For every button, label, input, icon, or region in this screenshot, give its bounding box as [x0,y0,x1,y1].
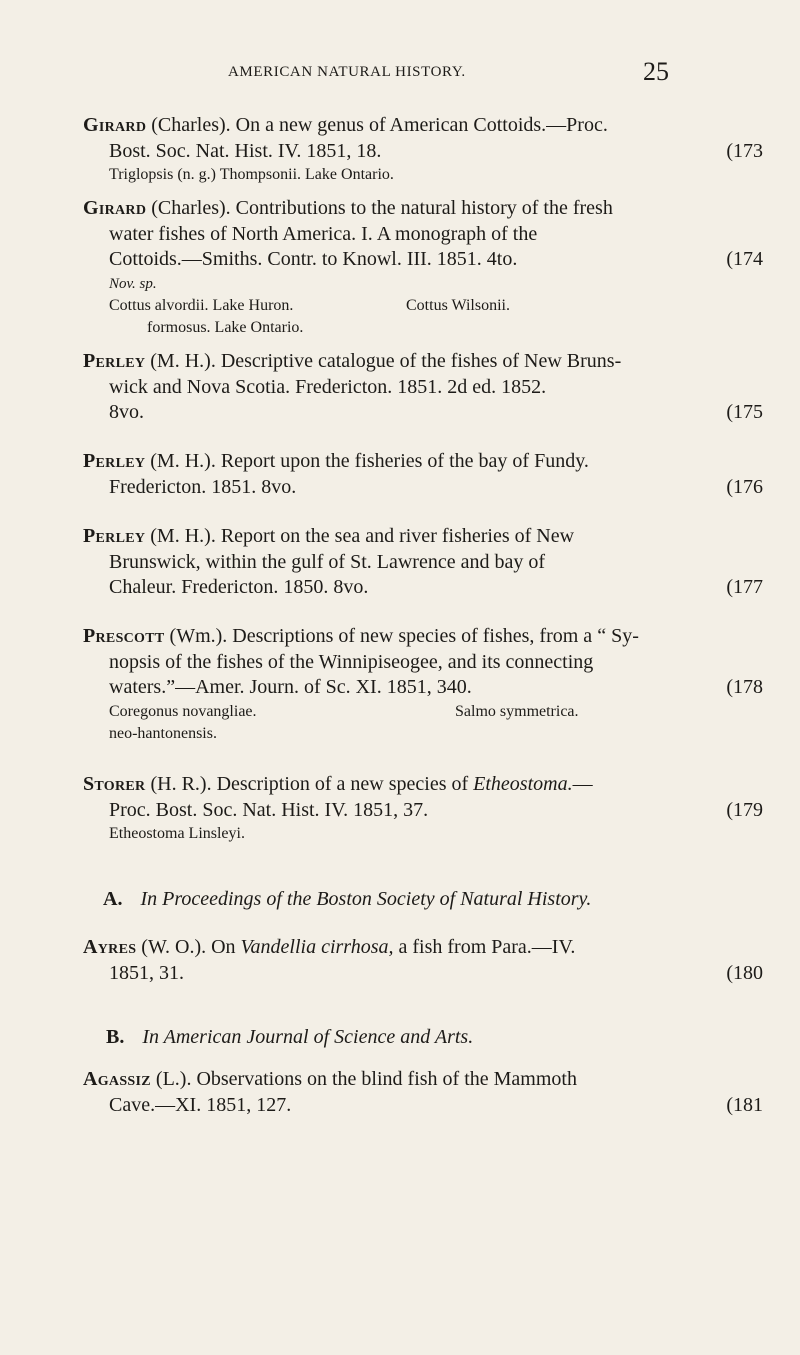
entry-citation: Chaleur. Fredericton. 1850. 8vo. [109,576,369,598]
entry-title: (M. H.). Report upon the fisheries of the bay of Fundy. [145,450,589,472]
entry-citation: Bost. Soc. Nat. Hist. IV. 1851, 18. [109,139,382,162]
entry-citation: 8vo. [109,401,144,423]
entry-author: Perley [83,450,146,472]
entry-author: Storer [83,773,146,795]
bibliography-entry-177: Perley (M. H.). Report on the sea and river fisheries of New Brunswick, within the gulf of St. Lawrence and bay of Chaleur. Fredericton. 1850. 8vo. (177 [83,524,763,601]
entry-author: Perley [83,350,146,372]
bibliography-entry-173 [83,113,763,186]
entry-title: (L.). Observations on the blind fish of the Mammoth [150,1068,577,1090]
entry-title: (Charles). On a new genus of American Cottoids.—Proc. [146,114,608,136]
entry-title: (M. H.). Report on the sea and river fisheries of New [145,525,575,547]
entry-citation: waters.”—Amer. Journ. of Sc. XI. 1851, 340. [109,676,472,698]
entry-number: (174 [726,248,763,270]
entry-number: (181 [726,1093,763,1116]
entry-author: Agassiz [83,1068,151,1090]
bibliography-entry-178: Prescott (Wm.). Descriptions of new species of fishes, from a “ Sy- nopsis of the fishes of the Winnipiseogee, and its connecting waters.”—Amer. Journ. of Sc. XI. 1851, 340. (178 Coregonus novangliae. Salmo symmetrica. neo-hantonensis. [83,625,763,742]
entry-number: (176 [726,475,763,498]
section-heading-a: A. In Proceedings of the Boston Society of Natural History. [103,888,592,910]
entry-title: (H. R.). Description of a new species of [145,773,474,795]
entry-title: (Charles). Contributions to the natural history of the fresh [146,197,613,219]
bibliography-entry-181 [83,1067,763,1118]
entry-citation: Proc. Bost. Soc. Nat. Hist. IV. 1851, 37. [109,798,429,821]
bibliography-entry-180: Ayres (W. O.). On Vandellia cirrhosa, a fish from Para.—IV. 1851, 31. (180 [83,935,763,986]
entry-author: Girard [83,197,147,219]
entry-title: (Wm.). Descriptions of new species of fishes, from a “ Sy- [164,625,639,647]
running-head: AMERICAN NATURAL HISTORY. [228,64,466,80]
entry-author: Ayres [83,936,137,958]
bibliography-entry-175: Perley (M. H.). Descriptive catalogue of the fishes of New Bruns- wick and Nova Scotia. Fredericton. 1851. 2d ed. 1852. 8vo. (175 [83,349,763,426]
species-list: Cottus alvordii. Lake Huron. Cottus Wilsonii. [109,296,510,314]
page-number: 25 [643,57,669,86]
entry-citation: Cottoids.—Smiths. Contr. to Knowl. III. 1851. 4to. [109,248,518,270]
entry-title: (M. H.). Descriptive catalogue of the fishes of New Bruns- [145,350,622,372]
entry-author: Girard [83,114,147,136]
entry-citation: Fredericton. 1851. 8vo. [109,475,297,498]
section-heading-b: B. In American Journal of Science and Arts. [106,1026,474,1048]
entry-author: Perley [83,525,146,547]
entry-number: (180 [726,961,763,984]
entry-number: (179 [726,798,763,821]
entry-number: (178 [726,676,763,698]
species-list: Etheostoma Linsleyi. [109,825,245,842]
species-list: Coregonus novangliae. Salmo symmetrica. [109,702,579,720]
bibliography-entry-176 [83,449,763,500]
entry-citation: Cave.—XI. 1851, 127. [109,1093,292,1116]
entry-number: (177 [726,576,763,598]
page-header [0,57,800,90]
entry-citation: 1851, 31. [109,961,184,984]
entry-number: (173 [726,139,763,162]
entry-note: Nov. sp. [109,275,157,292]
bibliography-entry-174: Girard (Charles). Contributions to the natural history of the fresh water fishes of North America. I. A monograph of the Cottoids.—Smiths. Contr. to Knowl. III. 1851. 4to. (174 Nov. sp. Cottus alvordii. Lake Huron. Cottus Wilsonii. formosus. Lake Ontario. [83,197,763,336]
bibliography-entry-179: Storer (H. R.). Description of a new species of Etheostoma.— Proc. Bost. Soc. Nat. Hist. IV. 1851, 37. (179 Etheostoma Linsleyi. [83,772,763,845]
species-list: Triglopsis (n. g.) Thompsonii. Lake Ontario. [109,166,394,183]
entry-author: Prescott [83,625,165,647]
entry-number: (175 [726,401,763,423]
